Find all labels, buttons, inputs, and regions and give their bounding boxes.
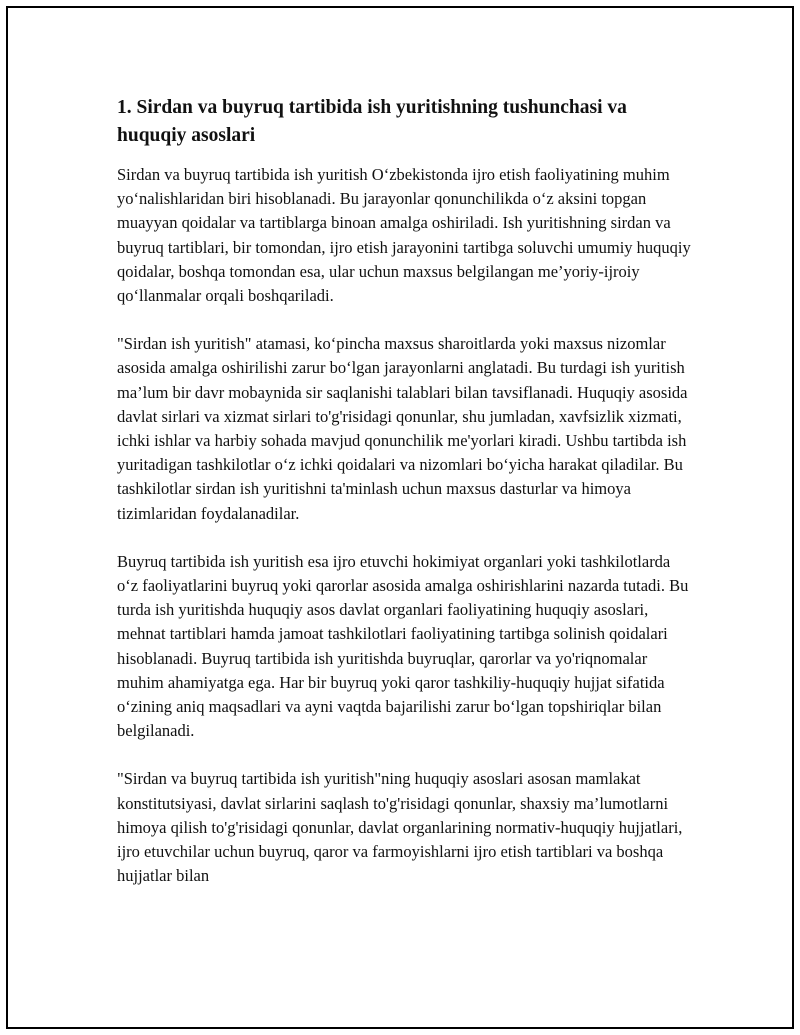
document-body xyxy=(117,94,692,912)
paragraph-3: Buyruq tartibida ish yuritish esa ijro etuvchi hokimiyat organlari yoki tashkilotlarda o‘z faoliyatlarini buyruq yoki qarorlar asosida amalga oshirishlarini nazarda tutadi. Bu turda ish yuritishda huquqiy asos davlat organlari faoliyatining huquqiy asoslari, mehnat tartiblari hamda jamoat tashkilotlari faoliyatining tartibga solinish qoidalari hisoblanadi. Buyruq tartibida ish yuritishda buyruqlar, qarorlar va yo'riqnomalar muhim ahamiyatga ega. Har bir buyruq yoki qaror tashkiliy-huquqiy hujjat sifatida o‘zining aniq maqsadlari va ayni vaqtda bajarilishi zarur bo‘lgan topshiriqlar bilan belgilanadi. xyxy=(117,551,689,741)
section-heading: 1. Sirdan va buyruq tartibida ish yuritishning tushunchasi va huquqiy asoslari xyxy=(117,97,627,146)
paragraph-2: "Sirdan ish yuritish" atamasi, ko‘pincha maxsus sharoitlarda yoki maxsus nizomlar asosida amalga oshirilishi zarur bo‘lgan jarayonlarni anglatadi. Bu turdagi ish yuritish ma’lum bir davr mobaynida sir saqlanishi talablari bilan tavsiflanadi. Huquqiy asosida davlat sirlari va xizmat sirlari to'g'risidagi qonunlar, shu jumladan, xavfsizlik xizmati, ichki ishlar va harbiy sohada mavjud qonunchilik me'yorlari kiradi. Ushbu tartibda ish yuritadigan tashkilotlar o‘z ichki qoidalari va nizomlari bo‘yicha harakat qiladilar. Bu tashkilotlar sirdan ish yuritishni ta'minlash uchun maxsus dasturlar va himoya tizimlaridan foydalanadilar. xyxy=(117,334,688,523)
paragraph-1: Sirdan va buyruq tartibida ish yuritish O‘zbekistonda ijro etish faoliyatining muhim yo‘nalishlaridan biri hisoblanadi. Bu jarayonlar qonunchilikda o‘z aksini topgan muayyan qoidalar va tartiblarga binoan amalga oshiriladi. Ish yuritishning sirdan va buyruq tartiblari, bir tomondan, ijro etish jarayonini tartibga soluvchi umumiy huquqiy qoidalar, boshqa tomondan esa, ular uchun maxsus belgilangan me’yoriy-ijroiy qo‘llanmalar orqali boshqariladi. xyxy=(117,165,691,306)
paragraph-4: "Sirdan va buyruq tartibida ish yuritish"ning huquqiy asoslari asosan mamlakat konstitutsiyasi, davlat sirlarini saqlash to'g'risidagi qonunlar, shaxsiy ma’lumotlarni himoya qilish to'g'risidagi qonunlar, davlat organlarining normativ-huquqiy hujjatlari, ijro etuvchilar uchun buyruq, qaror va farmoyishlarni ijro etish tartiblari va boshqa hujjatlar bilan xyxy=(117,769,683,886)
